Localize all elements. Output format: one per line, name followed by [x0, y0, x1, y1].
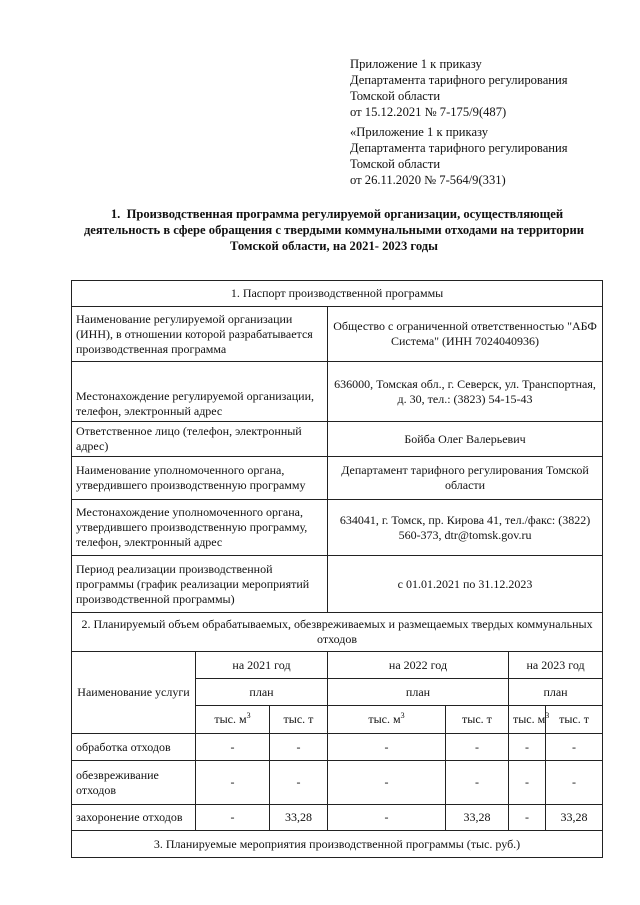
appendix-line: Томской области [350, 157, 441, 171]
passport-value-org-name: Общество с ограниченной ответственностью "АБФ Система" (ИНН 7024040936) [328, 307, 603, 362]
value-cell: 33,28 [546, 805, 603, 831]
value-cell: - [446, 734, 509, 761]
unit-mass-header: тыс. т [270, 706, 328, 734]
appendix-previous-order [350, 124, 568, 188]
value-cell: - [509, 761, 546, 805]
unit-mass-header: тыс. т [446, 706, 509, 734]
passport-label-org-name: Наименование регулируемой организации (ИНН), в отношении которой разрабатывается производственная программа [72, 307, 328, 362]
appendix-line: Приложение 1 к приказу [350, 57, 482, 71]
appendix-line: от 15.12.2021 № 7-175/9(487) [350, 105, 507, 119]
table-row [72, 734, 603, 761]
year-header-2022: на 2022 год [328, 652, 509, 679]
passport-label-org-location: Местонахождение регулируемой организации, телефон, электронный адрес [72, 362, 328, 422]
heading-line: Производственная программа регулируемой организации, осуществляющей [126, 207, 564, 221]
program-heading [60, 206, 608, 254]
value-cell: - [546, 734, 603, 761]
passport-value-org-location: 636000, Томская обл., г. Северск, ул. Транспортная, д. 30, тел.: (3823) 54-15-43 [328, 362, 603, 422]
value-cell: - [509, 734, 546, 761]
passport-value-period: с 01.01.2021 по 31.12.2023 [328, 556, 603, 613]
plan-label: план [328, 679, 509, 706]
value-cell: - [270, 734, 328, 761]
appendix-line: Томской области [350, 89, 441, 103]
value-cell: - [328, 734, 446, 761]
value-cell: - [196, 761, 270, 805]
service-name: захоронение отходов [72, 805, 196, 831]
value-cell: 33,28 [270, 805, 328, 831]
table-row [72, 761, 603, 805]
appendix-line: от 26.11.2020 № 7-564/9(331) [350, 173, 506, 187]
value-cell: - [270, 761, 328, 805]
value-cell: 33,28 [446, 805, 509, 831]
table-row [72, 805, 603, 831]
value-cell: - [509, 805, 546, 831]
passport-label-authority: Наименование уполномоченного органа, утвердившего производственную программу [72, 457, 328, 500]
appendix-current-order [350, 56, 568, 120]
section-3-title: 3. Планируемые мероприятия производственной программы (тыс. руб.) [72, 831, 603, 858]
passport-value-authority: Департамент тарифного регулирования Томской области [328, 457, 603, 500]
passport-label-responsible: Ответственное лицо (телефон, электронный адрес) [72, 422, 328, 457]
passport-value-responsible: Бойба Олег Валерьевич [328, 422, 603, 457]
appendix-line: «Приложение 1 к приказу [350, 125, 489, 139]
service-name: обезвреживание отходов [72, 761, 196, 805]
heading-line: деятельность в сфере обращения с твердыми коммунальными отходами на территории [83, 223, 585, 237]
passport-label-period: Период реализации производственной программы (график реализации мероприятий производственной программы) [72, 556, 328, 613]
passport-value-authority-location: 634041, г. Томск, пр. Кирова 41, тел./факс: (3822) 560-373, dtr@tomsk.gov.ru [328, 500, 603, 556]
unit-volume-header: тыс. $м^3$ [509, 706, 546, 734]
appendix-line: Департамента тарифного регулирования [350, 141, 568, 155]
section-1-title: 1. Паспорт производственной программы [72, 281, 603, 307]
heading-number: 1. [110, 207, 121, 221]
production-program-table [71, 280, 603, 858]
service-name: обработка отходов [72, 734, 196, 761]
value-cell: - [196, 734, 270, 761]
heading-line: Томской области, на 2021- 2023 годы [230, 239, 438, 253]
appendix-line: Департамента тарифного регулирования [350, 73, 568, 87]
value-cell: - [546, 761, 603, 805]
unit-volume-header: тыс. $м^3$ [196, 706, 270, 734]
value-cell: - [196, 805, 270, 831]
unit-volume-header: тыс. $м^3$ [328, 706, 446, 734]
year-header-2023: на 2023 год [509, 652, 603, 679]
unit-mass-header: тыс. т [546, 706, 603, 734]
plan-label: план [196, 679, 328, 706]
section-2-title: 2. Планируемый объем обрабатываемых, обезвреживаемых и размещаемых твердых коммунальных отходов [72, 613, 603, 652]
passport-label-authority-location: Местонахождение уполномоченного органа, утвердившего производственную программу, телефон, электронный адрес [72, 500, 328, 556]
year-header-2021: на 2021 год [196, 652, 328, 679]
value-cell: - [328, 761, 446, 805]
service-name-header: Наименование услуги [72, 652, 196, 734]
value-cell: - [446, 761, 509, 805]
plan-label: план [509, 679, 603, 706]
value-cell: - [328, 805, 446, 831]
